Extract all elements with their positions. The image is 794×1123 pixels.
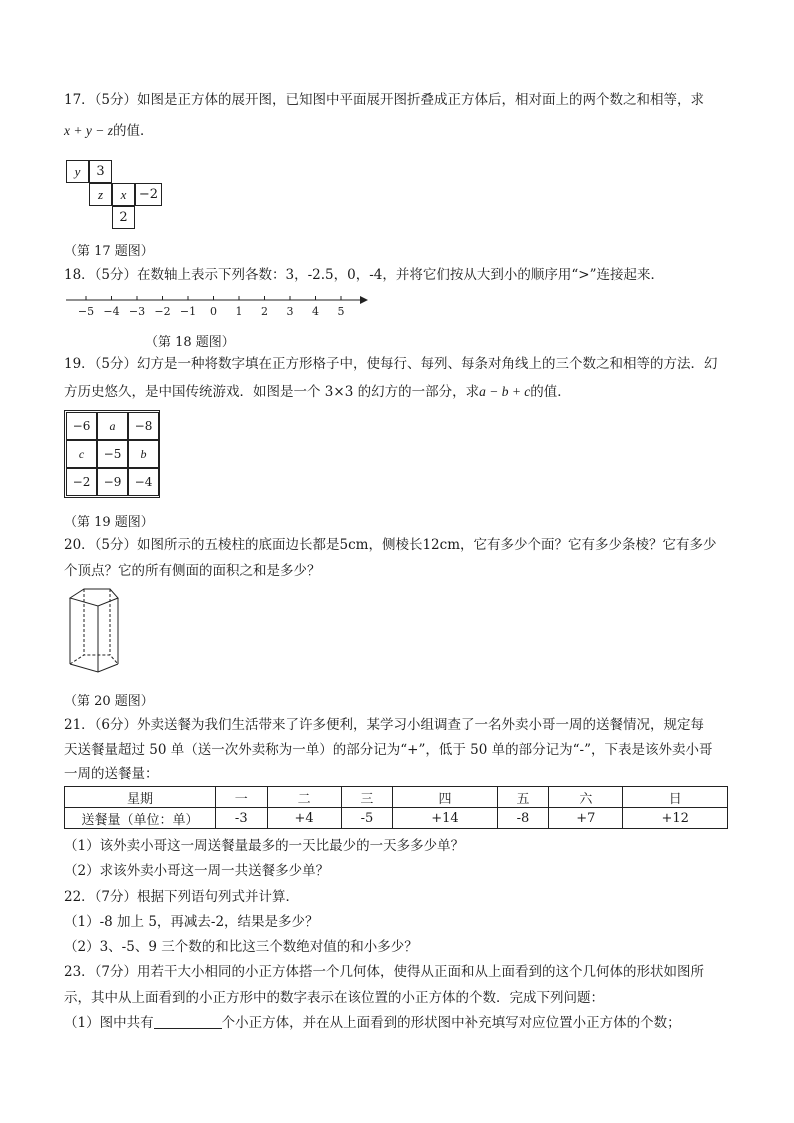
table-day-1: 一	[216, 787, 268, 808]
net-cell-neg2: −2	[135, 183, 162, 206]
number-line	[64, 290, 374, 320]
net-cell-z: z	[89, 183, 112, 206]
number-line-tick-label: 4	[312, 305, 319, 318]
q23-line1: 23．（7分）用若干大小相同的小正方体搭一个几何体，使得从正面和从上面看到的这个几何体的形状如图所	[64, 964, 705, 980]
q21-line3: 一周的送餐量：	[64, 766, 159, 782]
table-value-3: -5	[341, 808, 393, 829]
table-value-6: +7	[549, 808, 623, 829]
net-cell-3: 3	[89, 160, 112, 183]
number-line-tick-label: −4	[103, 305, 120, 318]
table-row-label: 送餐量（单位：单）	[65, 808, 216, 829]
ms-cell-c: c	[66, 440, 97, 468]
ms-cell-r3c2: −9	[97, 468, 128, 496]
number-line-tick-label: 0	[210, 305, 217, 318]
q21-sub2: （2）求该外卖小哥这一周一共送餐多少单？	[64, 863, 330, 879]
q19-line1: 19．（5分）幻方是一种将数字填在正方形格子中，使每行、每列、每条对角线上的三个数之和相等的方法．幻	[64, 356, 718, 372]
table-day-3: 三	[341, 787, 393, 808]
q17-caption: （第 17 题图）	[64, 244, 154, 259]
number-line-tick-label: 1	[235, 305, 243, 318]
number-line-arrow-icon	[360, 296, 368, 304]
table-value-1: -3	[216, 808, 268, 829]
q20-caption: （第 20 题图）	[64, 694, 154, 709]
q20-line1: 20．（5分）如图所示的五棱柱的底面边长都是5cm，侧棱长12cm，它有多少个面？它有多少条棱？它有多少	[64, 537, 717, 553]
table-row	[65, 808, 728, 829]
number-line-tick-label: 2	[261, 305, 268, 318]
delivery-table	[64, 786, 728, 829]
table-day-2: 二	[267, 787, 341, 808]
ms-cell-r2c2: −5	[97, 440, 128, 468]
number-line-tick-label: 5	[337, 305, 345, 318]
number-line-tick-label: −5	[77, 305, 95, 318]
q17-line2-suffix: 的值．	[112, 123, 154, 139]
q23-sub1	[64, 1013, 681, 1033]
q20-line2: 个顶点？它的所有侧面的面积之和是多少？	[64, 563, 321, 579]
q19-line2-prefix: 方历史悠久，是中国传统游戏．如图是一个 3×3 的幻方的一部分，求	[64, 384, 480, 400]
net-cell-2: 2	[112, 206, 135, 229]
ms-cell-a: a	[97, 412, 128, 440]
table-header-label: 星期	[65, 787, 216, 808]
q21-line2: 天送餐量超过 50 单（送一次外卖称为一单）的部分记为“+”，低于 50 单的部分记为“-”，下表是该外卖小哥	[64, 742, 713, 758]
table-day-6: 六	[549, 787, 623, 808]
number-line-tick-label: −1	[179, 305, 197, 318]
q17-expression: x + y − z	[64, 123, 113, 138]
ms-cell-r3c1: −2	[66, 468, 97, 496]
q19-line2	[64, 382, 571, 402]
q21-line1: 21．（6分）外卖送餐为我们生活带来了许多便利，某学习小组调查了一名外卖小哥一周的送餐情况，规定每	[64, 717, 705, 733]
table-value-2: +4	[267, 808, 341, 829]
q17-line2	[64, 121, 153, 141]
q22-sub1: （1）-8 加上 5，再减去-2，结果是多少？	[64, 914, 319, 930]
q17-line1: 17．（5分）如图是正方体的展开图，已知图中平面展开图折叠成正方体后，相对面上的两个数之和相等，求	[64, 92, 705, 108]
number-line-tick-label: 3	[286, 305, 294, 318]
q18-caption: （第 18 题图）	[145, 335, 235, 350]
ms-cell-b: b	[128, 440, 159, 468]
q19-expression: a − b + c	[479, 384, 531, 399]
q21-sub1: （1）该外卖小哥这一周送餐量最多的一天比最少的一天多多少单？	[64, 838, 465, 854]
table-day-5: 五	[497, 787, 549, 808]
q19-line2-suffix: 的值．	[530, 384, 571, 400]
q23-line2: 示，其中从上面看到的小正方形中的数字表示在该位置的小正方体的个数．完成下列问题：	[64, 990, 604, 1006]
net-cell-x: x	[112, 183, 135, 206]
table-value-5: -8	[497, 808, 549, 829]
q19-caption: （第 19 题图）	[64, 515, 154, 530]
number-line-tick-label: −2	[154, 305, 171, 318]
q22-line1: 22．（7分）根据下列语句列式并计算．	[64, 889, 300, 905]
q23-sub1-suffix: 个小正方体，并在从上面看到的形状图中补充填写对应位置小正方体的个数；	[221, 1015, 681, 1031]
ms-cell-r1c3: −8	[128, 412, 159, 440]
table-value-4: +14	[393, 808, 498, 829]
pentagonal-prism-figure	[64, 586, 124, 680]
table-day-4: 四	[393, 787, 498, 808]
q22-sub2: （2）3、-5、9 三个数的和比这三个数绝对值的和小多少？	[64, 939, 418, 955]
table-header-row	[65, 787, 728, 808]
table-day-7: 日	[623, 787, 728, 808]
ms-cell-r3c3: −4	[128, 468, 159, 496]
net-cell-y: y	[66, 160, 89, 183]
q23-sub1-prefix: （1）图中共有	[64, 1015, 154, 1031]
ms-cell-r1c1: −6	[66, 412, 97, 440]
table-value-7: +12	[623, 808, 728, 829]
number-line-tick-label: −3	[128, 305, 146, 318]
q18-text: 18．（5分）在数轴上表示下列各数：3，-2.5，0，-4，并将它们按从大到小的顺序用“>”连接起来．	[64, 267, 664, 283]
answer-blank[interactable]	[154, 1014, 222, 1029]
